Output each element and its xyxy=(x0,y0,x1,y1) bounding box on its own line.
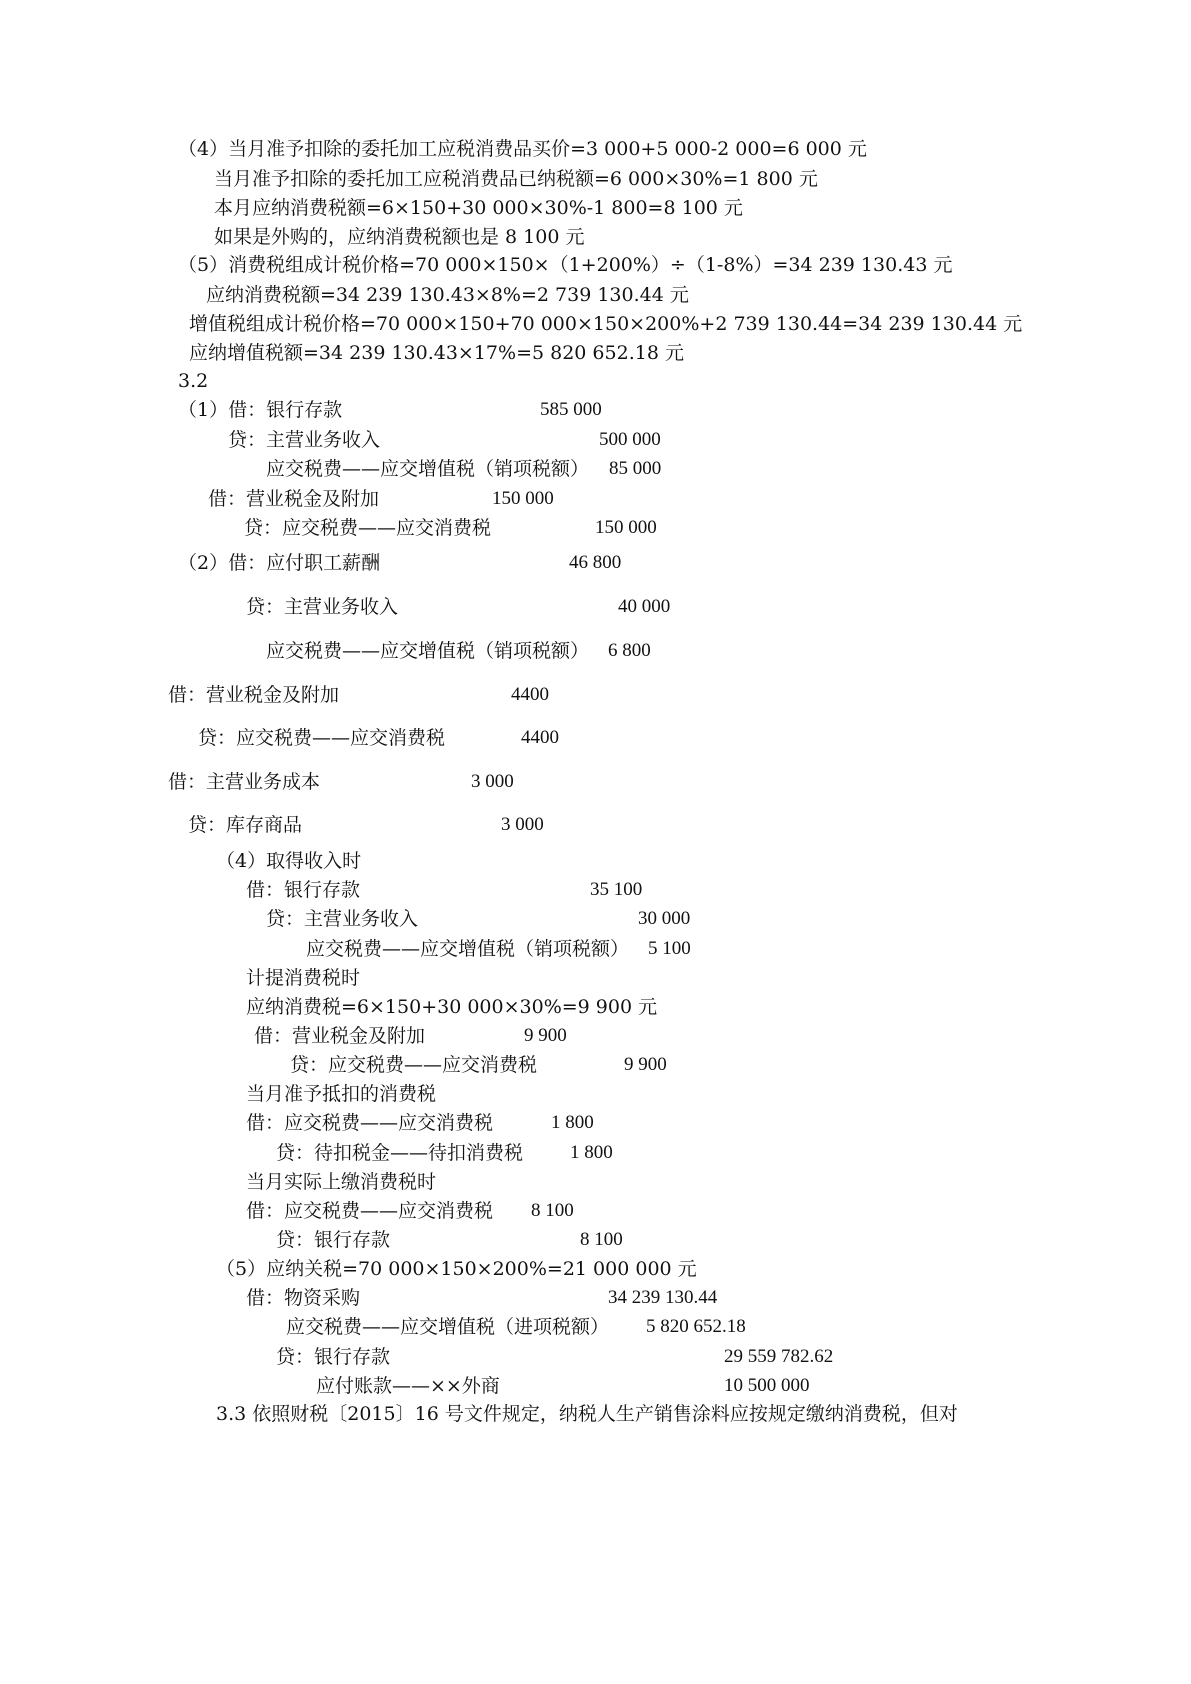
entry-account: 贷：应交税费——应交消费税 xyxy=(198,727,446,749)
text-line: 如果是外购的，应纳消费税额也是 8 100 元 xyxy=(214,226,585,248)
entry-account: 贷：应交税费——应交消费税 xyxy=(244,517,492,539)
entry-amount: 35 100 xyxy=(590,879,643,900)
entry-amount: 3 000 xyxy=(471,771,514,792)
entry-amount: 34 239 130.44 xyxy=(608,1287,718,1308)
entry-amount: 46 800 xyxy=(569,552,622,573)
text-line: 应纳增值税额=34 239 130.43×17%=5 820 652.18 元 xyxy=(189,342,684,364)
entry-account: 借：应交税费——应交消费税 xyxy=(246,1112,494,1134)
entry-account: 贷：银行存款 xyxy=(276,1346,391,1368)
entry-account: （1）借：银行存款 xyxy=(178,399,343,421)
entry-amount: 8 100 xyxy=(580,1229,623,1250)
entry-amount: 5 820 652.18 xyxy=(646,1316,746,1337)
text-line: 当月实际上缴消费税时 xyxy=(246,1171,437,1193)
entry-account: 借：营业税金及附加 xyxy=(254,1025,426,1047)
entry-account: 应交税费——应交增值税（销项税额） xyxy=(266,640,590,662)
text-line: 应纳消费税额=34 239 130.43×8%=2 739 130.44 元 xyxy=(206,284,689,306)
entry-amount: 10 500 000 xyxy=(724,1375,810,1396)
entry-account: 贷：主营业务收入 xyxy=(246,596,399,618)
entry-account: （2）借：应付职工薪酬 xyxy=(178,552,381,574)
entry-account: 贷：库存商品 xyxy=(188,814,303,836)
entry-account: 应交税费——应交增值税（进项税额） xyxy=(286,1316,610,1338)
entry-account: 贷：主营业务收入 xyxy=(266,908,419,930)
entry-account: 贷：应交税费——应交消费税 xyxy=(290,1054,538,1076)
text-line: 应纳消费税=6×150+30 000×30%=9 900 元 xyxy=(246,996,658,1018)
text-line: 3.2 xyxy=(178,370,209,392)
text-line: 增值税组成计税价格=70 000×150+70 000×150×200%+2 739 130.44=34 239 130.44 元 xyxy=(189,313,1023,335)
entry-account: 应交税费——应交增值税（销项税额） xyxy=(266,458,590,480)
entry-account: 应付账款——××外商 xyxy=(316,1375,500,1397)
entry-amount: 150 000 xyxy=(492,488,554,509)
entry-account: 贷：主营业务收入 xyxy=(228,429,381,451)
text-line: （4）取得收入时 xyxy=(216,850,362,872)
entry-account: 借：营业税金及附加 xyxy=(168,684,340,706)
text-line: 3.3 依照财税〔2015〕16 号文件规定，纳税人生产销售涂料应按规定缴纳消费税，但对 xyxy=(216,1403,958,1425)
entry-account: 应交税费——应交增值税（销项税额） xyxy=(306,938,630,960)
entry-account: 贷：银行存款 xyxy=(276,1229,391,1251)
entry-amount: 9 900 xyxy=(524,1025,567,1046)
entry-amount: 30 000 xyxy=(638,908,691,929)
entry-account: 借：主营业务成本 xyxy=(168,771,321,793)
text-line: （5）应纳关税=70 000×150×200%=21 000 000 元 xyxy=(216,1258,697,1280)
entry-amount: 40 000 xyxy=(618,596,671,617)
entry-amount: 8 100 xyxy=(531,1200,574,1221)
text-line: 计提消费税时 xyxy=(246,967,361,989)
entry-amount: 4400 xyxy=(511,684,549,705)
text-line: 当月准予抵扣的消费税 xyxy=(246,1083,437,1105)
text-line: 本月应纳消费税额=6×150+30 000×30%-1 800=8 100 元 xyxy=(214,197,743,219)
entry-amount: 6 800 xyxy=(608,640,651,661)
entry-amount: 585 000 xyxy=(540,399,602,420)
text-line: （5）消费税组成计税价格=70 000×150×（1+200%）÷（1-8%）=34 239 130.43 元 xyxy=(178,254,953,276)
entry-amount: 29 559 782.62 xyxy=(724,1346,834,1367)
entry-account: 贷：待扣税金——待扣消费税 xyxy=(276,1142,524,1164)
text-line: （4）当月准予扣除的委托加工应税消费品买价=3 000+5 000-2 000=6 000 元 xyxy=(178,138,867,160)
entry-amount: 1 800 xyxy=(551,1112,594,1133)
entry-amount: 9 900 xyxy=(624,1054,667,1075)
entry-amount: 1 800 xyxy=(570,1142,613,1163)
entry-account: 借：应交税费——应交消费税 xyxy=(246,1200,494,1222)
entry-account: 借：物资采购 xyxy=(246,1287,361,1309)
entry-account: 借：银行存款 xyxy=(246,879,361,901)
entry-amount: 500 000 xyxy=(599,429,661,450)
entry-amount: 5 100 xyxy=(648,938,691,959)
entry-amount: 3 000 xyxy=(501,814,544,835)
entry-amount: 85 000 xyxy=(609,458,662,479)
entry-account: 借：营业税金及附加 xyxy=(208,488,380,510)
entry-amount: 4400 xyxy=(521,727,559,748)
entry-amount: 150 000 xyxy=(595,517,657,538)
text-line: 当月准予扣除的委托加工应税消费品已纳税额=6 000×30%=1 800 元 xyxy=(214,168,818,190)
